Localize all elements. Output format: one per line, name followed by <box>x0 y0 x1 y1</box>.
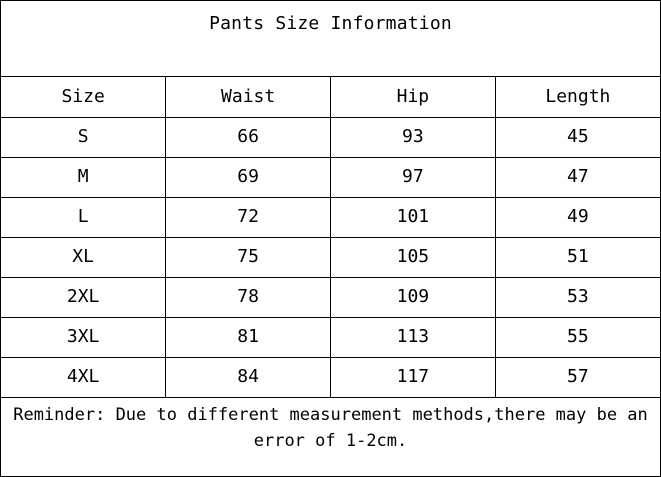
cell-size: L <box>1 197 166 237</box>
header-waist: Waist <box>166 77 331 117</box>
cell-size: 3XL <box>1 317 166 357</box>
cell-hip: 109 <box>331 277 496 317</box>
cell-waist: 84 <box>166 357 331 397</box>
cell-length: 51 <box>495 237 660 277</box>
table-row <box>1 237 660 277</box>
cell-waist: 75 <box>166 237 331 277</box>
cell-size: S <box>1 117 166 157</box>
table-header-row <box>1 77 660 117</box>
reminder-note: Reminder: Due to different measurement methods,there may be an error of 1-2cm. <box>1 397 660 454</box>
cell-waist: 78 <box>166 277 331 317</box>
cell-waist: 69 <box>166 157 331 197</box>
header-size: Size <box>1 77 166 117</box>
cell-hip: 113 <box>331 317 496 357</box>
table-row <box>1 357 660 397</box>
cell-size: XL <box>1 237 166 277</box>
cell-length: 47 <box>495 157 660 197</box>
header-length: Length <box>495 77 660 117</box>
cell-hip: 117 <box>331 357 496 397</box>
cell-waist: 72 <box>166 197 331 237</box>
table-row <box>1 117 660 157</box>
size-table <box>1 77 660 398</box>
cell-hip: 105 <box>331 237 496 277</box>
cell-length: 49 <box>495 197 660 237</box>
cell-hip: 101 <box>331 197 496 237</box>
cell-size: M <box>1 157 166 197</box>
table-row <box>1 197 660 237</box>
cell-waist: 66 <box>166 117 331 157</box>
cell-length: 53 <box>495 277 660 317</box>
cell-length: 57 <box>495 357 660 397</box>
cell-length: 55 <box>495 317 660 357</box>
cell-length: 45 <box>495 117 660 157</box>
table-row <box>1 277 660 317</box>
cell-hip: 97 <box>331 157 496 197</box>
table-row <box>1 317 660 357</box>
cell-waist: 81 <box>166 317 331 357</box>
table-row <box>1 157 660 197</box>
chart-title: Pants Size Information <box>1 1 660 77</box>
cell-size: 4XL <box>1 357 166 397</box>
cell-size: 2XL <box>1 277 166 317</box>
header-hip: Hip <box>331 77 496 117</box>
cell-hip: 93 <box>331 117 496 157</box>
